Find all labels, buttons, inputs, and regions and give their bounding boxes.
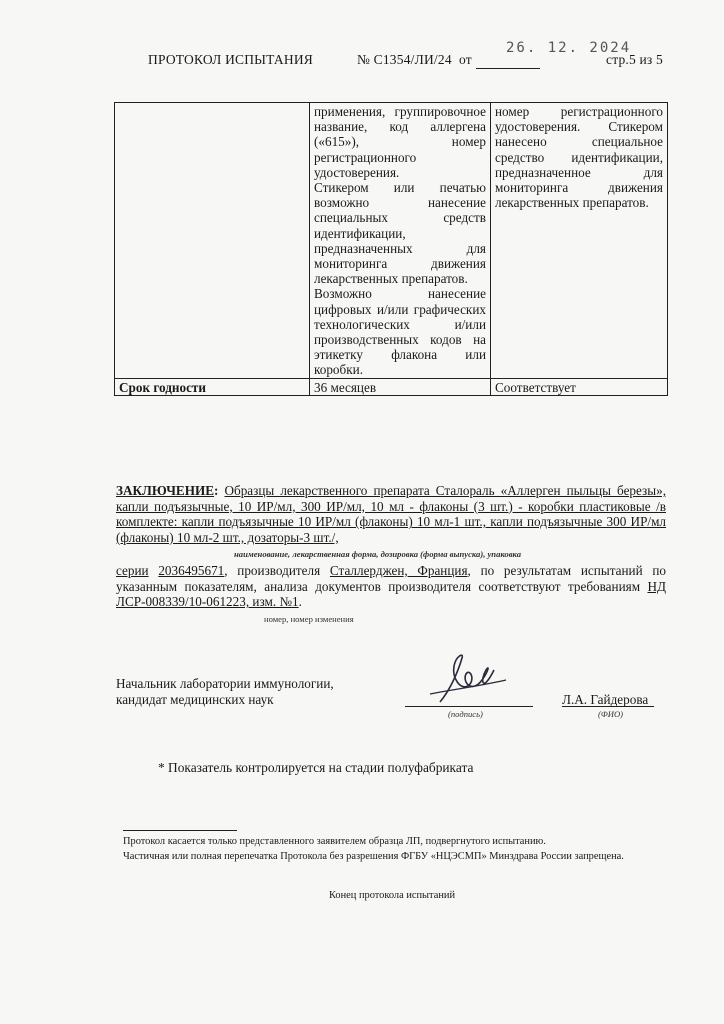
requirement-paragraph: применения, группировочное название, код аллергена («615»), номер регистрационного удостоверения. [314, 104, 486, 180]
shelf-life-result: Соответствует [491, 378, 668, 395]
shelf-life-label: Срок годности [115, 378, 310, 395]
position-line2: кандидат медицинских наук [116, 692, 274, 707]
date-underline [476, 68, 540, 69]
semi-product-note: * Показатель контролируется на стадии полуфабриката [158, 760, 474, 775]
conclusion-label: ЗАКЛЮЧЕНИЕ [116, 483, 215, 498]
table-row [115, 103, 668, 379]
conclusion-colon: : [214, 483, 219, 498]
signer-name: Л.А. Гайдерова [562, 692, 649, 707]
series-prefix: серии [116, 563, 149, 578]
requirement-paragraph: Возможно нанесение цифровых и/или графических технологических и/или производственных кодов на этикетку флакона или коробки. [314, 286, 486, 378]
caption-nd: номер, номер изменения [264, 614, 354, 624]
shelf-life-value: 36 месяцев [310, 378, 491, 395]
footer-line1: Протокол касается только представленного заявителем образца ЛП, подвергнутого испытанию. [123, 836, 546, 847]
table-cell-requirement [310, 103, 491, 379]
table-cell [115, 103, 310, 379]
conclusion-series-block [116, 563, 666, 610]
footnote-divider [123, 830, 237, 831]
protocol-table [114, 102, 668, 396]
footer-line2: Частичная или полная перепечатка Протокола без разрешения ФГБУ «НЦЭСМП» Минздрава России запрещена. [123, 851, 624, 862]
name-caption: (ФИО) [598, 709, 624, 719]
protocol-title: ПРОТОКОЛ ИСПЫТАНИЯ [148, 52, 313, 67]
table-row [115, 378, 668, 395]
end-dot: . [298, 594, 302, 610]
end-of-protocol: Конец протокола испытаний [329, 890, 456, 901]
requirement-paragraph: Стикером или печатью возможно нанесение специальных средств идентификации, предназначенных для мониторинга движения лекарственных препаратов. [314, 180, 486, 287]
producer-name: Сталлерджен, Франция [329, 563, 468, 578]
signature-line [405, 706, 533, 707]
nd-reference: НД ЛСР-008339/10-061223, изм. №1 [116, 578, 667, 610]
conclusion-rest: , по результатам испытаний по указанным показателям, анализа документов производителя соответствуют требованиям [116, 563, 667, 594]
caption-product: наименование, лекарственная форма, дозировка (форма выпуска), упаковка [234, 549, 521, 559]
protocol-number: № С1354/ЛИ/24 [357, 52, 452, 67]
producer-prefix: , производителя [224, 563, 321, 578]
from-label: от [459, 52, 472, 67]
position-line1: Начальник лаборатории иммунологии, [116, 676, 334, 691]
name-line [562, 706, 654, 707]
series-number: 2036495671 [158, 563, 225, 578]
conclusion-block [116, 483, 666, 545]
signature-scribble-icon [410, 650, 520, 710]
signature-caption: (подпись) [448, 709, 483, 719]
page-number: стр.5 из 5 [606, 52, 663, 67]
footer-notice [123, 834, 668, 864]
table-cell-result: номер регистрационного удостоверения. Стикером нанесено специальное средство идентификации, предназначенное для мониторинга движения лекарственных препаратов. [491, 103, 668, 379]
date-stamp: 26. 12. 2024 [506, 40, 632, 56]
conclusion-product: Образцы лекарственного препарата Сталораль «Аллерген пыльцы березы», капли подъязычные, 10 ИР/мл, 300 ИР/мл, 10 мл - флаконы (3 шт.) - коробки пластиковые /в комплекте: капли подъязычные 10 ИР/мл (флаконы) 10 мл-1 шт., капли подъязычные 300 ИР/мл (флаконы) 10 мл-2 шт., дозаторы-3 шт./, [116, 483, 666, 545]
